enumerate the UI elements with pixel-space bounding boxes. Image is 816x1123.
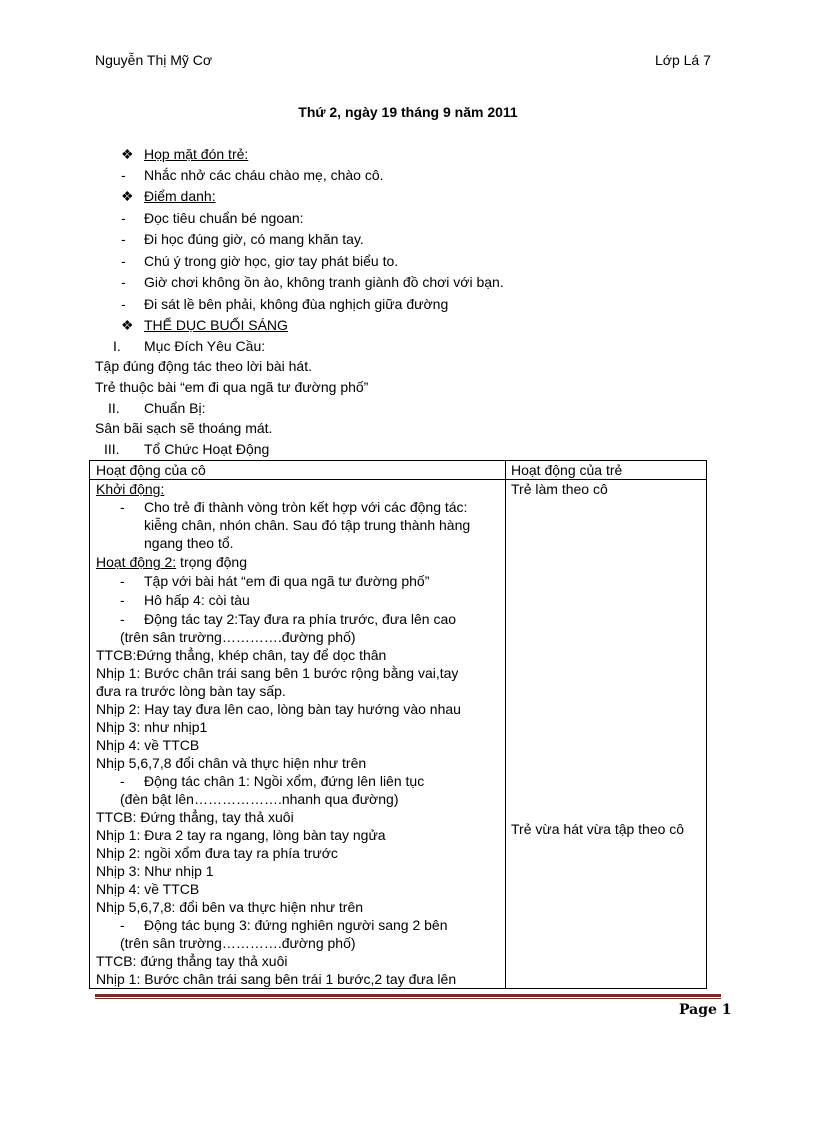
child-activity-cell — [506, 480, 707, 989]
list-item-text: Đi sát lề bên phải, không đùa nghịch giữa đường — [144, 296, 449, 312]
footer-rule-thin — [95, 998, 721, 999]
list-item-text: đưa ra trước lòng bàn tay sấp. — [96, 683, 286, 699]
dash-bullet: - — [121, 167, 126, 183]
list-item — [96, 880, 199, 898]
list-item — [96, 754, 366, 772]
teacher-activity-cell — [90, 480, 506, 989]
list-item-text: Nhịp 4: về TTCB — [96, 737, 200, 753]
list-item — [120, 934, 356, 952]
dash-bullet: - — [121, 231, 126, 247]
list-item-text: Tập với bài hát “em đi qua ngã tư đường phố” — [144, 573, 430, 589]
list-item-text: TTCB:Đứng thẳng, khép chân, tay để dọc thân — [96, 647, 387, 663]
list-item — [120, 628, 356, 646]
dash-bullet: - — [120, 592, 125, 608]
subheading-suffix: trọng động — [176, 554, 248, 570]
list-item-text: Nhịp 2: ngồi xổm đưa tay ra phía trước — [96, 845, 338, 861]
section-heading: THỂ DỤC BUỔI SÁNG — [144, 317, 288, 333]
list-item — [96, 862, 214, 880]
list-item-text: Nhịp 3: Như nhịp 1 — [96, 863, 214, 879]
dash-bullet: - — [120, 499, 125, 515]
activity-table — [89, 460, 707, 989]
list-item — [96, 718, 207, 736]
list-item-text: Chú ý trong giờ học, giơ tay phát biểu to. — [144, 253, 399, 269]
list-item-text: Nhịp 5,6,7,8: đổi bên va thực hiện như trên — [96, 899, 364, 915]
list-item-text: (đèn bật lên……………….nhanh qua đường) — [120, 791, 399, 807]
dash-bullet: - — [120, 773, 125, 789]
list-item — [96, 682, 286, 700]
list-item — [96, 664, 458, 682]
paragraph-text: Tập đúng động tác theo lời bài hát. — [95, 358, 312, 374]
column-header: Hoạt động của trẻ — [511, 462, 623, 478]
roman-numeral: III. — [104, 441, 120, 457]
dash-bullet: - — [120, 611, 125, 627]
dash-bullet: - — [120, 573, 125, 589]
list-item-text: Nhịp 1: Bước chân trái sang bên 1 bước rộng bằng vai,tay — [96, 665, 459, 681]
list-item — [96, 970, 456, 988]
section-heading: Mục Đích Yêu Cầu: — [144, 338, 266, 354]
paragraph-text: Trẻ thuộc bài “em đi qua ngã tư đường phố” — [95, 379, 369, 395]
roman-numeral: II. — [108, 400, 120, 416]
section-heading: Chuẩn Bị: — [144, 400, 206, 416]
list-item-text: ngang theo tổ. — [144, 535, 234, 551]
list-item-text: Động tác bụng 3: đứng nghiên người sang 2 bên — [144, 917, 448, 933]
diamond-bullet-icon: ❖ — [121, 146, 134, 162]
list-item-text: Cho trẻ đi thành vòng tròn kết hợp với các động tác: — [144, 499, 468, 515]
author-name: Nguyễn Thị Mỹ Cơ — [95, 52, 213, 68]
list-item — [96, 808, 294, 826]
dash-bullet: - — [121, 210, 126, 226]
list-item-text: Hô hấp 4: còi tàu — [144, 592, 250, 608]
list-item-text: Động tác chân 1: Ngồi xổm, đứng lên liên tục — [144, 773, 425, 789]
class-name: Lớp Lá 7 — [655, 52, 711, 68]
list-item-text: Trẻ vừa hát vừa tập theo cô — [511, 821, 685, 837]
footer-rule-thick — [95, 994, 721, 997]
list-item-text: Đi học đúng giờ, có mang khăn tay. — [144, 231, 364, 247]
list-item-text: (trên sân trường………….đường phố) — [120, 629, 356, 645]
list-item — [96, 844, 338, 862]
list-item — [144, 516, 470, 534]
list-item — [511, 480, 608, 498]
list-item — [96, 480, 164, 498]
list-item — [96, 700, 461, 718]
list-item — [96, 826, 386, 844]
list-item — [96, 646, 386, 664]
list-item-text: Nhịp 5,6,7,8 đổi chân và thực hiện như trên — [96, 755, 367, 771]
list-item-text: (trên sân trường………….đường phố) — [120, 935, 356, 951]
list-item — [96, 553, 247, 571]
roman-numeral: I. — [113, 338, 121, 354]
list-item-text: Nhịp 4: về TTCB — [96, 881, 200, 897]
diamond-bullet-icon: ❖ — [121, 188, 134, 204]
section-heading: Tổ Chức Hoạt Động — [144, 441, 270, 457]
header-cell — [506, 461, 707, 480]
list-item — [511, 820, 684, 838]
list-item — [120, 790, 398, 808]
list-item-text: Nhắc nhở các cháu chào mẹ, chào cô. — [144, 167, 384, 183]
dash-bullet: - — [121, 296, 126, 312]
list-item-text: Động tác tay 2:Tay đưa ra phía trước, đưa lên cao — [144, 611, 457, 627]
list-item-text: Trẻ làm theo cô — [511, 481, 608, 497]
dash-bullet: - — [121, 274, 126, 290]
section-heading: Điểm danh: — [144, 188, 216, 204]
subheading: Khởi động: — [96, 481, 165, 497]
list-item — [96, 952, 287, 970]
list-item — [96, 736, 199, 754]
list-item-text: Giờ chơi không ồn ào, không tranh giành đồ chơi với bạn. — [144, 274, 504, 290]
dash-bullet: - — [121, 253, 126, 269]
list-item — [96, 898, 363, 916]
list-item — [144, 534, 234, 552]
column-header: Hoạt động của cô — [96, 462, 206, 478]
table-row — [90, 480, 707, 989]
page-title: Thứ 2, ngày 19 tháng 9 năm 2011 — [298, 104, 518, 120]
list-item-text: Đọc tiêu chuẩn bé ngoan: — [144, 210, 304, 226]
diamond-bullet-icon: ❖ — [121, 317, 134, 333]
list-item-text: Nhịp 3: như nhịp1 — [96, 719, 208, 735]
page-number: Page 1 — [679, 1002, 732, 1018]
paragraph-text: Sân bãi sạch sẽ thoáng mát. — [95, 420, 273, 436]
dash-bullet: - — [120, 917, 125, 933]
list-item-text: TTCB: đứng thẳng tay thả xuôi — [96, 953, 288, 969]
subheading: Hoạt động 2: — [96, 554, 177, 570]
list-item-text: kiễng chân, nhón chân. Sau đó tập trung thành hàng — [144, 517, 471, 533]
list-item-text: Nhịp 1: Đưa 2 tay ra ngang, lòng bàn tay ngửa — [96, 827, 386, 843]
list-item-text: TTCB: Đứng thẳng, tay thả xuôi — [96, 809, 294, 825]
list-item-text: Nhịp 2: Hay tay đưa lên cao, lòng bàn tay hướng vào nhau — [96, 701, 461, 717]
list-item-text: Nhịp 1: Bước chân trái sang bên trái 1 bước,2 tay đưa lên — [96, 971, 457, 987]
table-header-row — [90, 461, 707, 480]
header-cell — [90, 461, 506, 480]
section-heading: Họp mặt đón trẻ: — [144, 146, 249, 162]
